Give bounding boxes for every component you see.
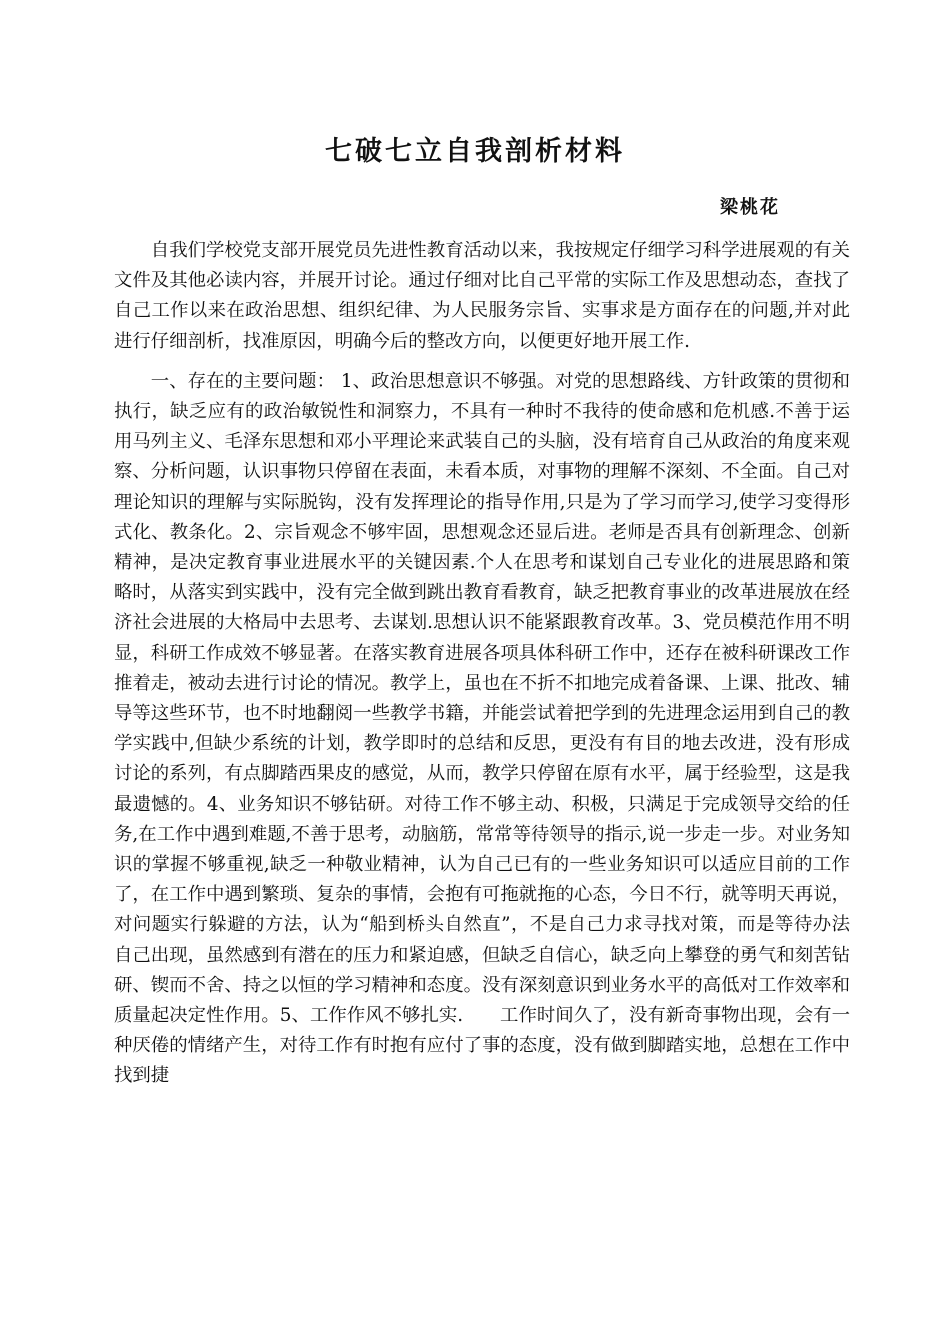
paragraph-intro: 自我们学校党支部开展党员先进性教育活动以来，我按规定仔细学习科学进展观的有关文件及其他必读内容，并展开讨论。通过仔细对比自己平常的实际工作及思想动态，查找了自己工作以来在政治思想、组织纪律、为人民服务宗旨、实事求是方面存在的问题,并对此进行仔细剖析，找准原因，明确今后的整改方向，以便更好地开展工作. bbox=[114, 240, 850, 352]
paragraph-problems: 一、存在的主要问题： 1、政治思想意识不够强。对党的思想路线、方针政策的贯彻和执行，缺乏应有的政治敏锐性和洞察力，不具有一种时不我待的使命感和危机感.不善于运用马列主义、毛泽东思想和邓小平理论来武装自己的头脑，没有培育自己从政治的角度来观察、分析问题，认识事物只停留在表面，未看本质，对事物的理解不深刻、不全面。自己对理论知识的理解与实际脱钩，没有发挥理论的指导作用,只是为了学习而学习,使学习变得形式化、教条化。2、宗旨观念不够牢固，思想观念还显后进。老师是否具有创新理念、创新精神，是决定教育事业进展水平的关键因素.个人在思考和谋划自己专业化的进展思路和策略时，从落实到实践中，没有完全做到跳出教育看教育，缺乏把教育事业的改革进展放在经济社会进展的大格局中去思考、去谋划.思想认识不能紧跟教育改革。3、党员模范作用不明显，科研工作成效不够显著。在落实教育进展各项具体科研工作中，还存在被科研课改工作推着走，被动去进行讨论的情况。教学上，虽也在不折不扣地完成着备课、上课、批改、辅导等这些环节，也不时地翻阅一些教学书籍，并能尝试着把学到的先进理念运用到自己的教学实践中,但缺少系统的计划，教学即时的总结和反思，更没有有目的地去改进，没有形成讨论的系列，有点脚踏西果皮的感觉，从而，教学只停留在原有水平，属于经验型，这是我最遗憾的。4、业务知识不够钻研。对待工作不够主动、积极，只满足于完成领导交给的任务,在工作中遇到难题,不善于思考，动脑筋，常常等待领导的指示,说一步走一步。对业务知识的掌握不够重视,缺乏一种敬业精神，认为自己已有的一些业务知识可以适应目前的工作了，在工作中遇到繁琐、复杂的事情，会抱有可拖就拖的心态，今日不行，就等明天再说，对问题实行躲避的方法，认为“船到桥头自然直”，不是自己力求寻找对策，而是等待办法自己出现，虽然感到有潜在的压力和紧迫感，但缺乏自信心，缺乏向上攀登的勇气和刻苦钻研、锲而不舍、持之以恒的学习精神和态度。没有深刻意识到业务水平的高低对工作效率和质量起决定性作用。5、工作作风不够扎实. 工作时间久了，没有新奇事物出现，会有一种厌倦的情绪产生，对待工作有时抱有应付了事的态度，没有做到脚踏实地，总想在工作中找到捷 bbox=[114, 370, 850, 1087]
document-title: 七破七立自我剖析材料 bbox=[325, 136, 625, 167]
document-author: 梁桃花 bbox=[720, 197, 780, 218]
document-body bbox=[114, 236, 850, 1102]
